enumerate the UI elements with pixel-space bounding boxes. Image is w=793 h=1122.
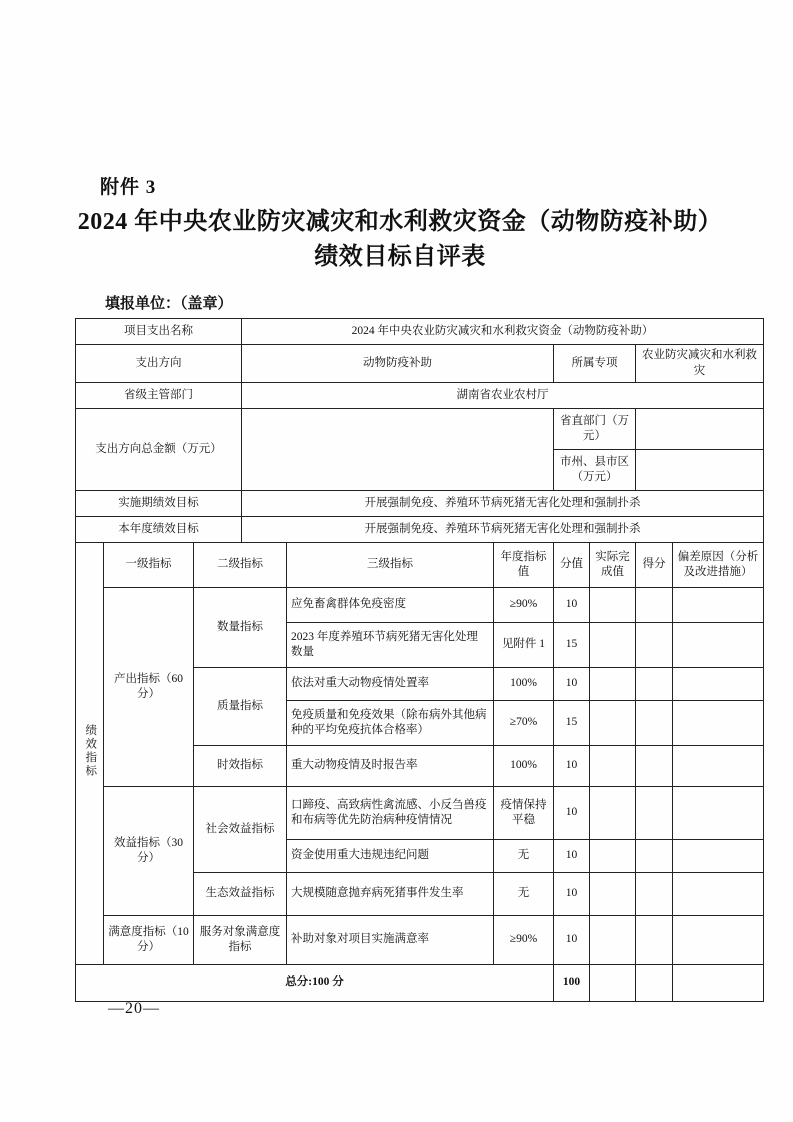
level3-indicator: 大规模随意抛弃病死猪事件发生率: [287, 873, 494, 916]
total-amount-label: 支出方向总金额（万元）: [76, 409, 242, 491]
level2-timeliness: 时效指标: [194, 746, 287, 787]
deviation-reason: [673, 873, 764, 916]
column-header-got: 得分: [636, 543, 673, 588]
level3-indicator: 应免畜禽群体免疫密度: [287, 588, 494, 623]
column-header-level2: 二级指标: [194, 543, 287, 588]
table-row-total: [76, 965, 764, 1002]
actual-value: [590, 916, 636, 965]
got-score: [636, 668, 673, 701]
level2-service-satisfaction: 服务对象满意度指标: [194, 916, 287, 965]
city-amount-label: 市州、县市区（万元）: [554, 450, 636, 491]
deviation-reason: [673, 668, 764, 701]
total-score: 100: [554, 965, 590, 1002]
actual-value: [590, 787, 636, 840]
column-header-level1: 一级指标: [104, 543, 194, 588]
actual-value: [590, 623, 636, 668]
year-goal-value: 开展强制免疫、养殖环节病死猪无害化处理和强制扑杀: [242, 517, 764, 543]
column-header-score: 分值: [554, 543, 590, 588]
level3-indicator: 重大动物疫情及时报告率: [287, 746, 494, 787]
deviation-reason: [673, 623, 764, 668]
target-value: 疫情保持平稳: [494, 787, 554, 840]
performance-indicator-side-label: 绩效指标: [76, 543, 104, 965]
deviation-reason: [673, 916, 764, 965]
period-goal-label: 实施期绩效目标: [76, 491, 242, 517]
column-header-deviation: 偏差原因（分析及改进措施）: [673, 543, 764, 588]
score-value: 10: [554, 787, 590, 840]
target-value: 无: [494, 873, 554, 916]
table-row-direction: [76, 345, 764, 383]
level3-indicator: 补助对象对项目实施满意率: [287, 916, 494, 965]
level2-quantity: 数量指标: [194, 588, 287, 668]
page-title: [70, 205, 730, 275]
deviation-reason: [673, 701, 764, 746]
level2-ecological-benefit: 生态效益指标: [194, 873, 287, 916]
provincial-amount-value: [636, 409, 764, 450]
department-value: 湖南省农业农村厅: [242, 383, 764, 409]
actual-value: [590, 840, 636, 873]
total-got: [636, 965, 673, 1002]
direction-label: 支出方向: [76, 345, 242, 383]
table-row-period-goal: [76, 491, 764, 517]
table-row-total-amount-provincial: [76, 409, 764, 450]
table-row-indicator: [76, 787, 764, 840]
table-row-project-name: [76, 319, 764, 345]
score-value: 10: [554, 746, 590, 787]
score-value: 15: [554, 701, 590, 746]
table-row-year-goal: [76, 517, 764, 543]
actual-value: [590, 873, 636, 916]
got-score: [636, 916, 673, 965]
target-value: 100%: [494, 668, 554, 701]
got-score: [636, 840, 673, 873]
got-score: [636, 588, 673, 623]
title-line-2: 绩效目标自评表: [314, 243, 486, 270]
level3-indicator: 免疫质量和免疫效果（除布病外其他病种的平均免疫抗体合格率）: [287, 701, 494, 746]
deviation-reason: [673, 840, 764, 873]
score-value: 10: [554, 916, 590, 965]
performance-goal-table: [75, 318, 764, 1002]
actual-value: [590, 668, 636, 701]
score-value: 10: [554, 873, 590, 916]
column-header-target: 年度指标值: [494, 543, 554, 588]
page-number: —20—: [108, 1000, 160, 1017]
table-row-indicator: [76, 588, 764, 623]
column-header-actual: 实际完成值: [590, 543, 636, 588]
total-amount-value: [242, 409, 554, 491]
column-header-level3: 三级指标: [287, 543, 494, 588]
deviation-reason: [673, 588, 764, 623]
actual-value: [590, 588, 636, 623]
provincial-amount-label: 省直部门（万元）: [554, 409, 636, 450]
project-name-label: 项目支出名称: [76, 319, 242, 345]
got-score: [636, 787, 673, 840]
deviation-reason: [673, 787, 764, 840]
actual-value: [590, 746, 636, 787]
level1-satisfaction: 满意度指标（10 分）: [104, 916, 194, 965]
score-value: 10: [554, 668, 590, 701]
city-amount-value: [636, 450, 764, 491]
total-actual: [590, 965, 636, 1002]
score-value: 10: [554, 588, 590, 623]
total-deviation: [673, 965, 764, 1002]
target-value: 见附件 1: [494, 623, 554, 668]
score-value: 10: [554, 840, 590, 873]
direction-value: 动物防疫补助: [242, 345, 554, 383]
special-label: 所属专项: [554, 345, 636, 383]
table-row-indicator-header: [76, 543, 764, 588]
special-value: 农业防灾减灾和水利救灾: [636, 345, 764, 383]
target-value: 100%: [494, 746, 554, 787]
attachment-label: 附件 3: [100, 177, 157, 198]
got-score: [636, 873, 673, 916]
score-value: 15: [554, 623, 590, 668]
level3-indicator: 口蹄疫、高致病性禽流感、小反刍兽疫和布病等优先防治病种疫情情况: [287, 787, 494, 840]
deviation-reason: [673, 746, 764, 787]
got-score: [636, 701, 673, 746]
table-row-indicator: [76, 916, 764, 965]
target-value: ≥70%: [494, 701, 554, 746]
got-score: [636, 623, 673, 668]
target-value: 无: [494, 840, 554, 873]
level2-social-benefit: 社会效益指标: [194, 787, 287, 873]
fill-unit-label: 填报单位：（盖章）: [105, 296, 233, 312]
title-line-1: 2024 年中央农业防灾减灾和水利救灾资金（动物防疫补助）: [77, 209, 723, 235]
project-name-value: 2024 年中央农业防灾减灾和水利救灾资金（动物防疫补助）: [242, 319, 764, 345]
department-label: 省级主管部门: [76, 383, 242, 409]
target-value: ≥90%: [494, 916, 554, 965]
level1-benefit: 效益指标（30 分）: [104, 787, 194, 916]
year-goal-label: 本年度绩效目标: [76, 517, 242, 543]
target-value: ≥90%: [494, 588, 554, 623]
actual-value: [590, 701, 636, 746]
level2-quality: 质量指标: [194, 668, 287, 746]
table-row-department: [76, 383, 764, 409]
period-goal-value: 开展强制免疫、养殖环节病死猪无害化处理和强制扑杀: [242, 491, 764, 517]
got-score: [636, 746, 673, 787]
total-label: 总分:100 分: [76, 965, 554, 1002]
level1-output: 产出指标（60 分）: [104, 588, 194, 787]
level3-indicator: 2023 年度养殖环节病死猪无害化处理数量: [287, 623, 494, 668]
level3-indicator: 资金使用重大违规违纪问题: [287, 840, 494, 873]
level3-indicator: 依法对重大动物疫情处置率: [287, 668, 494, 701]
